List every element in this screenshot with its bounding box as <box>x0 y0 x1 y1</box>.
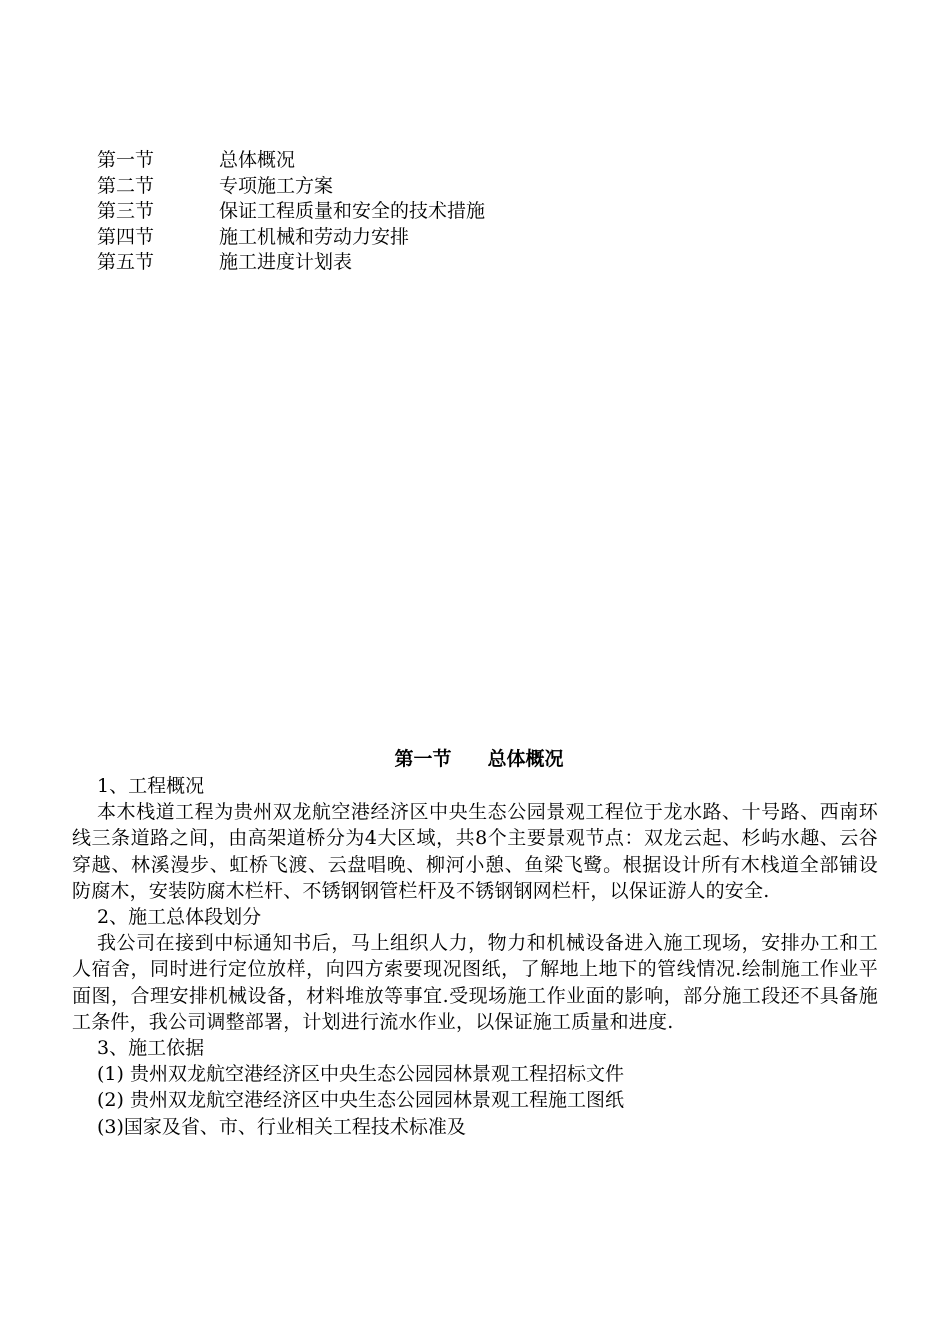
toc-item-title: 总体概况 <box>219 149 296 171</box>
toc-item-title: 施工机械和劳动力安排 <box>219 225 410 248</box>
toc-item-1 <box>97 148 485 174</box>
toc-item-number: 第四节 <box>97 225 155 248</box>
toc-item-5 <box>97 250 485 276</box>
toc-item-number: 第五节 <box>97 251 155 273</box>
basis-item-2: (2) 贵州双龙航空港经济区中央生态公园园林景观工程施工图纸 <box>97 1089 624 1112</box>
section-number: 第一节 <box>394 748 452 770</box>
toc-item-2 <box>97 174 485 200</box>
heading-construction-basis: 3、施工依据 <box>97 1037 205 1059</box>
toc-item-number: 第二节 <box>97 174 155 197</box>
section-overview <box>72 746 878 1140</box>
toc-item-4 <box>97 225 485 251</box>
toc-item-title: 专项施工方案 <box>219 174 334 197</box>
paragraph-construction-division: 我公司在接到中标通知书后，马上组织人力，物力和机械设备进入施工现场，安排办工和工人宿舍，同时进行定位放样，向四方索要现况图纸，了解地上地下的管线情况.绘制施工作业平面图，合理安排机械设备，材料堆放等事宜.受现场施工作业面的影响，部分施工段还不具备施工条件，我公司调整部署，计划进行流水作业，以保证施工质量和进度. <box>72 932 878 1033</box>
paragraph-project-overview: 本木栈道工程为贵州双龙航空港经济区中央生态公园景观工程位于龙水路、十号路、西南环线三条道路之间，由高架道桥分为4大区域，共8个主要景观节点：双龙云起、杉屿水趣、云谷穿越、林溪漫步、虹桥飞渡、云盘唱晚、柳河小憩、鱼梁飞鹭。根据设计所有木栈道全部铺设防腐木，安装防腐木栏杆、不锈钢钢管栏杆及不锈钢钢网栏杆，以保证游人的安全. <box>72 801 878 902</box>
heading-project-overview: 1、工程概况 <box>97 775 205 797</box>
basis-item-3: (3)国家及省、市、行业相关工程技术标准及 <box>97 1115 466 1138</box>
toc-item-number: 第一节 <box>97 149 155 171</box>
section-title <box>72 746 878 773</box>
toc-item-title: 保证工程质量和安全的技术措施 <box>219 200 486 222</box>
basis-item-1: (1) 贵州双龙航空港经济区中央生态公园园林景观工程招标文件 <box>97 1063 624 1086</box>
toc-item-title: 施工进度计划表 <box>219 251 353 273</box>
toc-item-3 <box>97 199 485 225</box>
section-title-text: 总体概况 <box>487 748 564 770</box>
heading-construction-division: 2、施工总体段划分 <box>97 906 262 928</box>
toc-item-number: 第三节 <box>97 200 155 222</box>
table-of-contents <box>97 148 485 276</box>
